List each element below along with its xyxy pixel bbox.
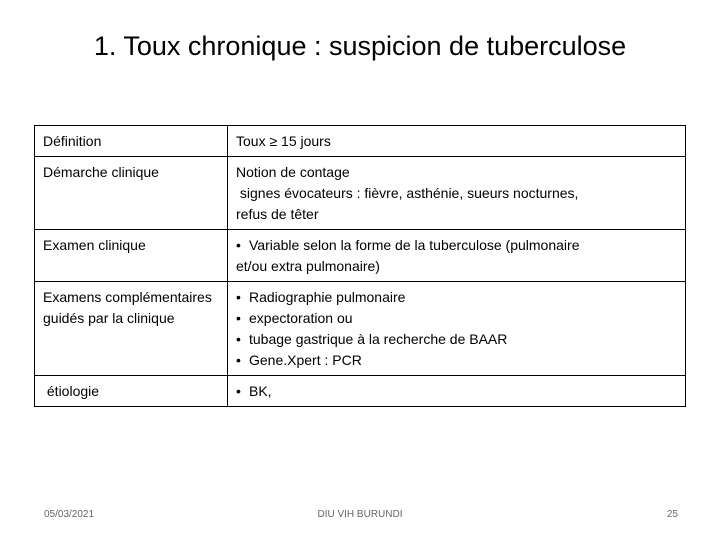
content-line: signes évocateurs : fièvre, asthénie, sueurs nocturnes, — [236, 185, 579, 201]
row-content — [228, 230, 686, 282]
slide-title: 1. Toux chronique : suspicion de tuberculose — [93, 31, 627, 61]
page-number: 25 — [666, 509, 678, 520]
table-row — [35, 282, 686, 376]
bullet-icon: • — [236, 383, 241, 399]
row-content — [228, 126, 686, 157]
bullet-text: Radiographie pulmonaire — [249, 289, 406, 305]
bullet-text: Gene.Xpert : PCR — [249, 352, 362, 368]
row-label: Examen clinique — [35, 230, 228, 282]
row-content — [228, 157, 686, 230]
row-label: étiologie — [35, 376, 228, 407]
row-content — [228, 282, 686, 376]
content-line: Notion de contage — [236, 164, 350, 180]
content-line: refus de têter — [236, 206, 319, 222]
bullet-icon: • — [236, 237, 241, 253]
bullet-icon: • — [236, 310, 241, 326]
bullet-icon: • — [236, 352, 241, 368]
table-row — [35, 376, 686, 407]
footer-center-text: DIU VIH BURUNDI — [317, 509, 403, 520]
bullet-text: tubage gastrique à la recherche de BAAR — [249, 331, 508, 347]
table-row — [35, 157, 686, 230]
row-content — [228, 376, 686, 407]
content-table — [34, 125, 686, 407]
table-row — [35, 126, 686, 157]
bullet-icon: • — [236, 331, 241, 347]
row-label: Définition — [35, 126, 228, 157]
table-row — [35, 230, 686, 282]
bullet-icon: • — [236, 289, 241, 305]
bullet-text: expectoration ou — [249, 310, 353, 326]
row-label: Démarche clinique — [35, 157, 228, 230]
content-line: et/ou extra pulmonaire) — [236, 258, 380, 274]
footer-date: 05/03/2021 — [44, 509, 95, 520]
content-line: Toux ≥ 15 jours — [236, 133, 331, 149]
bullet-text: Variable selon la forme de la tuberculose (pulmonaire — [249, 237, 580, 253]
row-label: Examens complémentaires guidés par la clinique — [35, 282, 228, 376]
bullet-text: BK, — [249, 383, 272, 399]
